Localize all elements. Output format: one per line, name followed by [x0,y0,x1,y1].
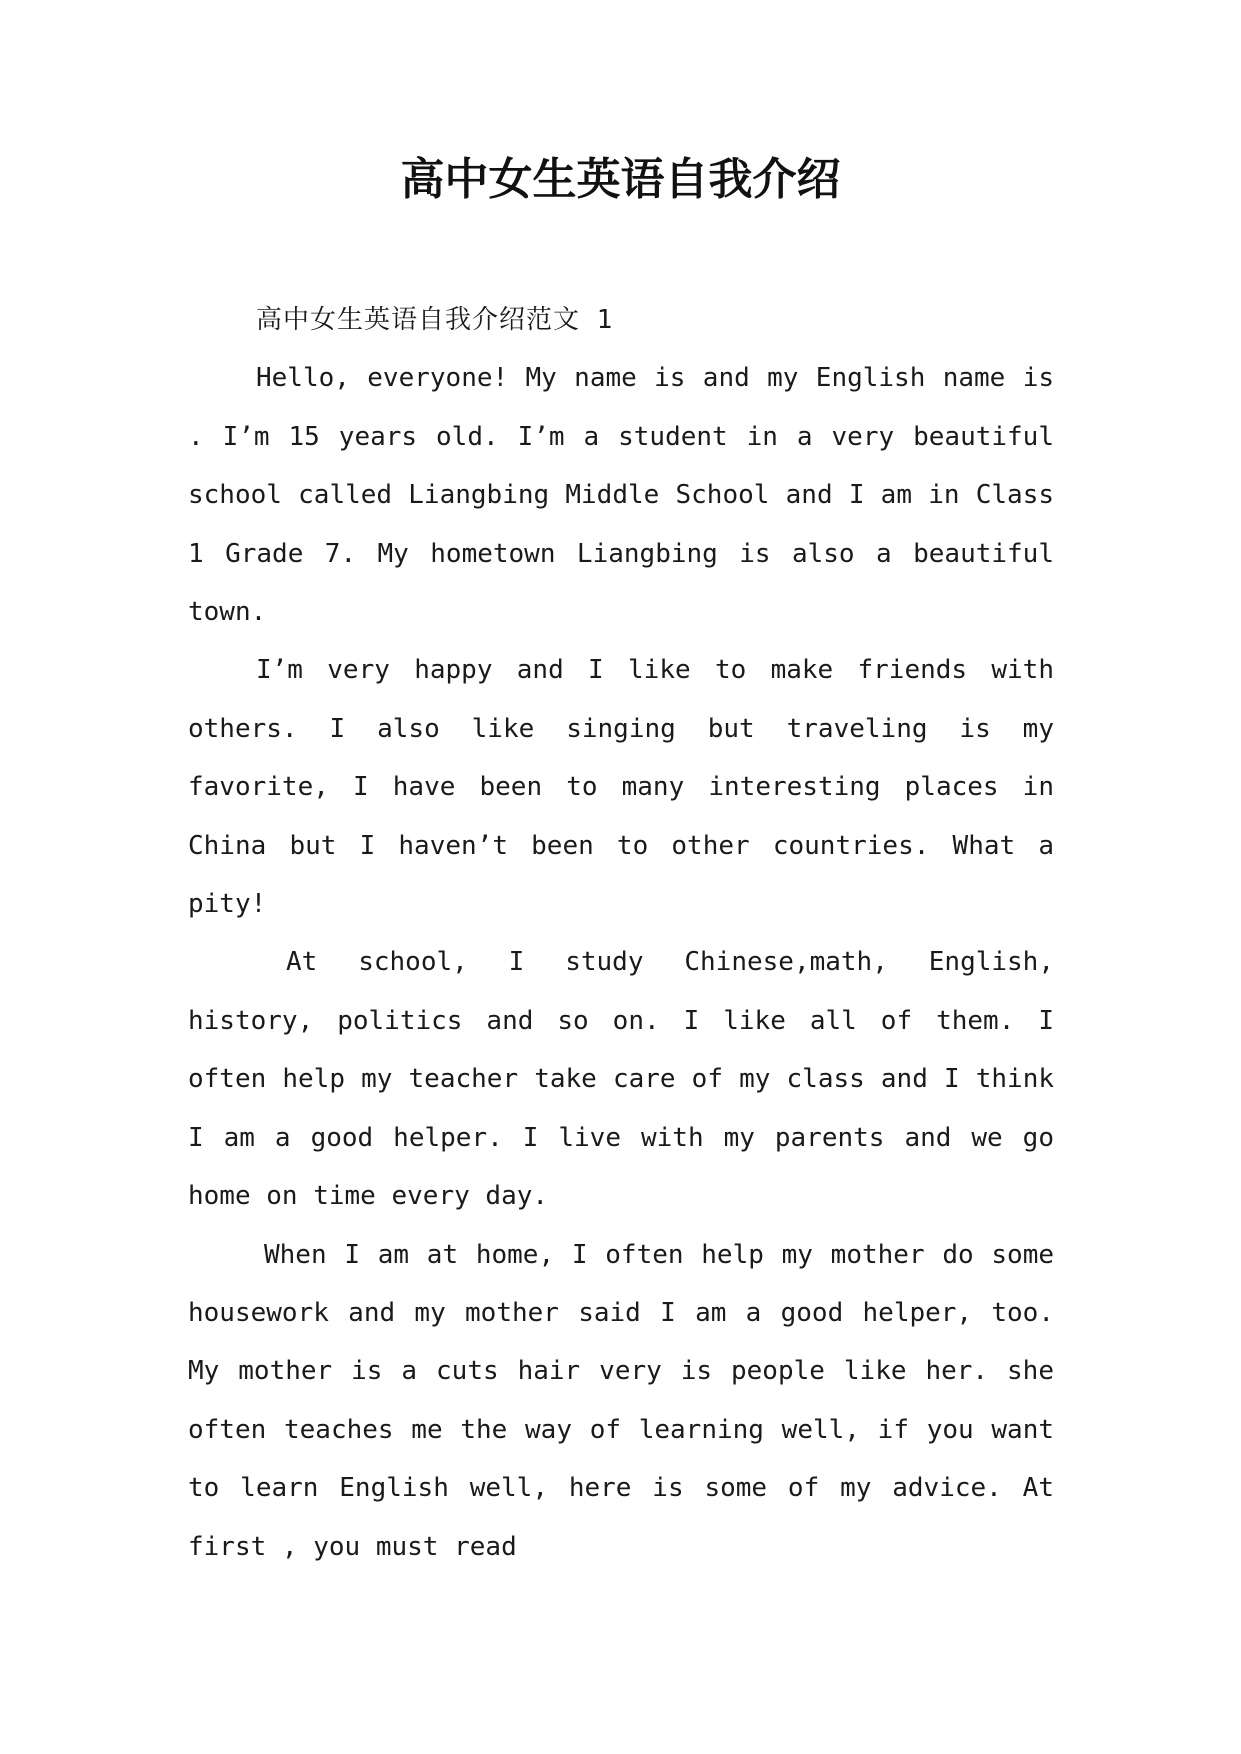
document-body [188,291,1054,1576]
section-heading: 高中女生英语自我介绍范文 1 [256,305,614,335]
paragraph-school: At school, I study Chinese,math, English, history, politics and so on. I like all of them. I often help my teacher take care of my class and I think I am a good helper. I live with my parents and we go home on time every day. [188,947,1054,1212]
paragraph-home: When I am at home, I often help my mother do some housework and my mother said I am a good helper, too. My mother is a cuts hair very is people like her. she often teaches me the way of learning well, if you want to learn English well, here is some of my advice. At first , you must read [188,1239,1054,1562]
paragraph-intro: Hello, everyone! My name is and my English name is . I’m 15 years old. I’m a student in a very beautiful school called Liangbing Middle School and I am in Class 1 Grade 7. My hometown Liangbing is also a beautiful town. [188,363,1054,628]
document-title: 高中女生英语自我介绍 [400,154,841,205]
paragraph-hobbies: I’m very happy and I like to make friends with others. I also like singing but traveling is my favorite, I have been to many interesting places in China but I haven’t been to other countries. What a pity! [188,655,1054,920]
